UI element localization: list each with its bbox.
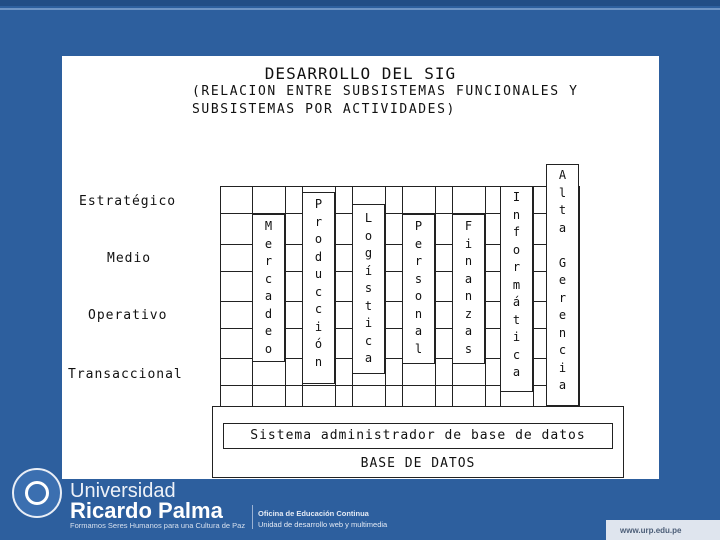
subsystem-finanzas-label: F i n a n z a s — [464, 219, 473, 356]
grid-line — [533, 214, 534, 406]
university-name-line1: Universidad — [70, 480, 176, 502]
grid-cell — [285, 244, 303, 272]
grid-cell — [485, 244, 501, 272]
grid-line — [435, 214, 436, 406]
grid-cell — [252, 358, 286, 386]
grid-cell — [385, 186, 403, 214]
university-name-line2: Ricardo Palma — [70, 498, 223, 523]
grid-cell — [220, 301, 253, 329]
level-label-medio: Medio — [107, 251, 152, 266]
grid-line — [385, 214, 386, 406]
office-unit: Unidad de desarrollo web y multimedia — [258, 520, 388, 529]
subsystem-personal — [402, 214, 435, 364]
diagram-subtitle-line1: (RELACION ENTRE SUBSISTEMAS FUNCIONALES Y — [192, 84, 579, 99]
grid-cell — [402, 186, 436, 214]
subsystem-informatica — [500, 186, 533, 392]
top-stripe-accent — [0, 8, 720, 10]
subsystem-alta-gerencia — [546, 164, 579, 406]
university-seal-icon — [12, 468, 62, 518]
grid-cell — [533, 301, 547, 329]
database-label: BASE DE DATOS — [360, 456, 476, 471]
subsystem-personal-label: P e r s o n a l — [414, 219, 423, 356]
grid-line — [220, 214, 221, 406]
grid-cell — [533, 358, 547, 386]
dbms-box — [223, 423, 613, 449]
level-label-operativo: Operativo — [88, 308, 168, 323]
grid-cell — [435, 244, 453, 272]
subsystem-finanzas — [452, 214, 485, 364]
grid-cell — [220, 186, 253, 214]
subsystem-produccion-label: P r o d u c c i ó n — [314, 197, 323, 369]
grid-cell — [485, 358, 501, 386]
grid-line — [485, 214, 486, 406]
top-stripe — [0, 0, 720, 6]
level-label-transaccional: Transaccional — [68, 367, 183, 382]
grid-cell — [285, 301, 303, 329]
grid-cell — [335, 186, 353, 214]
grid-cell — [452, 186, 486, 214]
grid-cell — [385, 301, 403, 329]
grid-cell — [533, 186, 547, 214]
diagram-subtitle-line2: SUBSISTEMAS POR ACTIVIDADES) — [192, 102, 456, 117]
subsystem-mercadeo — [252, 214, 285, 362]
grid-cell — [285, 358, 303, 386]
grid-cell — [335, 244, 353, 272]
diagram-title: DESARROLLO DEL SIG — [264, 64, 457, 83]
grid-cell — [435, 358, 453, 386]
grid-cell — [335, 358, 353, 386]
subsystem-mercadeo-label: M e r c a d e o — [264, 219, 273, 356]
diagram-panel — [62, 56, 659, 479]
grid-cell — [435, 186, 453, 214]
grid-cell — [435, 301, 453, 329]
subsystem-logistica — [352, 204, 385, 374]
grid-cell — [485, 186, 501, 214]
grid-cell — [485, 301, 501, 329]
grid-cell — [385, 358, 403, 386]
level-label-estrategico: Estratégico — [79, 194, 177, 209]
grid-cell — [220, 358, 253, 386]
dbms-label: Sistema administrador de base de datos — [250, 428, 586, 443]
website-link[interactable]: www.urp.edu.pe — [620, 526, 682, 535]
subsystem-produccion — [302, 192, 335, 384]
footer-divider — [252, 505, 253, 529]
grid-line — [335, 214, 336, 406]
subsystem-logistica-label: L o g í s t i c a — [364, 211, 373, 365]
grid-cell — [533, 244, 547, 272]
subsystem-alta-gerencia-label: A l t a G e r e n c i a — [558, 168, 567, 392]
grid-line — [579, 214, 580, 406]
office-name: Oficina de Educación Continua — [258, 509, 369, 518]
grid-cell — [385, 244, 403, 272]
grid-line — [285, 214, 286, 406]
grid-cell — [285, 186, 303, 214]
university-motto: Formamos Seres Humanos para una Cultura de Paz — [70, 521, 246, 530]
grid-cell — [252, 186, 286, 214]
subsystem-informatica-label: I n f o r m á t i c a — [512, 190, 521, 379]
grid-cell — [220, 244, 253, 272]
grid-cell — [335, 301, 353, 329]
